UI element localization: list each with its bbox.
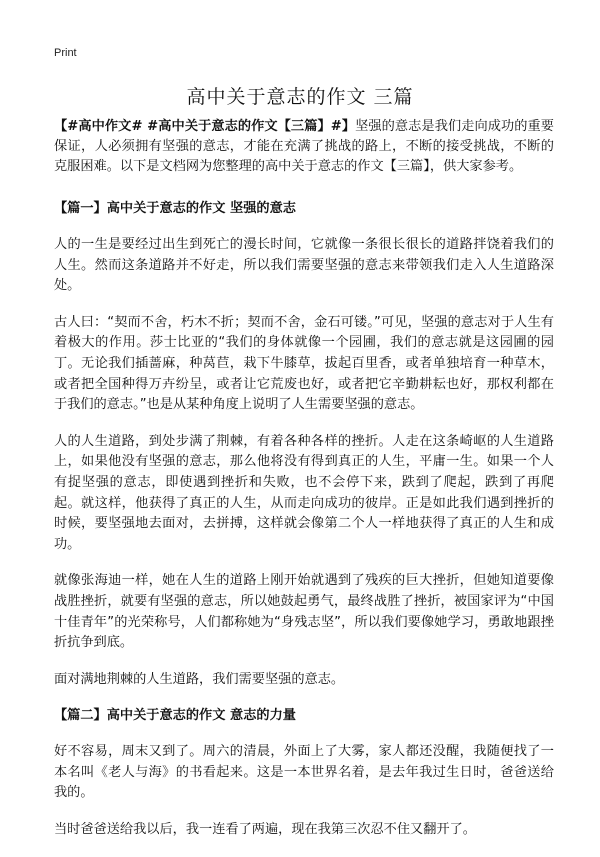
intro-paragraph <box>54 117 554 177</box>
section-1-paragraph: 面对满地荆棘的人生道路，我们需要坚强的意志。 <box>54 671 345 687</box>
intro-tag: 【#高中作文# #高中关于意志的作文【三篇】#】 <box>54 119 356 134</box>
section-1-paragraph: 古人曰：“契而不舍，朽木不折；契而不舍，金石可镂。”可见，坚强的意志对于人生有着极大的作用。莎士比亚的“我们的身体就像一个园圃，我们的意志就是这园圃的园丁。无论我们插蔷麻，种莴苣，栽下牛膝草，拔起百里香，或者单独培育一种草木，或者把全国种得万卉纷呈，或者让它荒废也好，或者把它辛勤耕耘也好，那权利都在于我们的意志。”也是从某种角度上说明了人生需要坚强的意志。 <box>54 314 554 413</box>
print-label[interactable]: Print <box>54 47 77 59</box>
document-body <box>54 117 554 857</box>
intro-text: 坚强的意志是我们走向成功的重要保证，人必须拥有坚强的意志，才能在充满了挑战的路上，不断的接受挑战，不断的克服困难。以下是文档网为您整理的高中关于意志的作文【三篇】，供大家参考。 <box>54 119 554 174</box>
section-1-heading: 【篇一】高中关于意志的作文 坚强的意志 <box>54 201 296 216</box>
section-1-paragraph: 人的人生道路，到处步满了荆棘，有着各种各样的挫折。人走在这条崎岖的人生道路上，如果他没有坚强的意志，那么他将没有得到真正的人生，平庸一生。如果一个人有捉坚强的意志，即使遇到挫折和失败，也不会停下来，跌到了爬起，跌到了再爬起。就这样，他获得了真正的人生，从而走向成功的彼岸。正是如此我们遇到挫折的时候，要坚强地去面对，去拼搏，这样就会像第二个人一样地获得了真正的人生和成功。 <box>54 433 554 552</box>
section-1-paragraph: 就像张海迪一样，她在人生的道路上刚开始就遇到了残疾的巨大挫折，但她知道要像战胜挫折，就要有坚强的意志，所以她鼓起勇气，最终战胜了挫折，被国家评为“中国十佳青年”的光荣称号，人们都称她为“身残志坚”，所以我们要像她学习，勇敢地跟挫折抗争到底。 <box>54 573 554 651</box>
section-1-paragraph: 人的一生是要经过出生到死亡的漫长时间，它就像一条很长很长的道路拌饶着我们的人生。然而这条道路并不好走，所以我们需要坚强的意志来带领我们走入人生道路深处。 <box>54 237 554 294</box>
section-2-heading: 【篇二】高中关于意志的作文 意志的力量 <box>54 708 296 724</box>
section-2-paragraph: 好不容易，周末又到了。周六的清晨，外面上了大雾，家人都还没醒，我随便找了一本名叫《老人与海》的书看起来。这是一本世界名着，是去年我过生日时，爸爸送给我的。 <box>54 744 554 801</box>
document-title: 高中关于意志的作文 三篇 <box>186 86 414 108</box>
section-2-paragraph: 当时爸爸送给我以后，我一连看了两遍，现在我第三次忍不住又翻开了。 <box>54 822 476 838</box>
